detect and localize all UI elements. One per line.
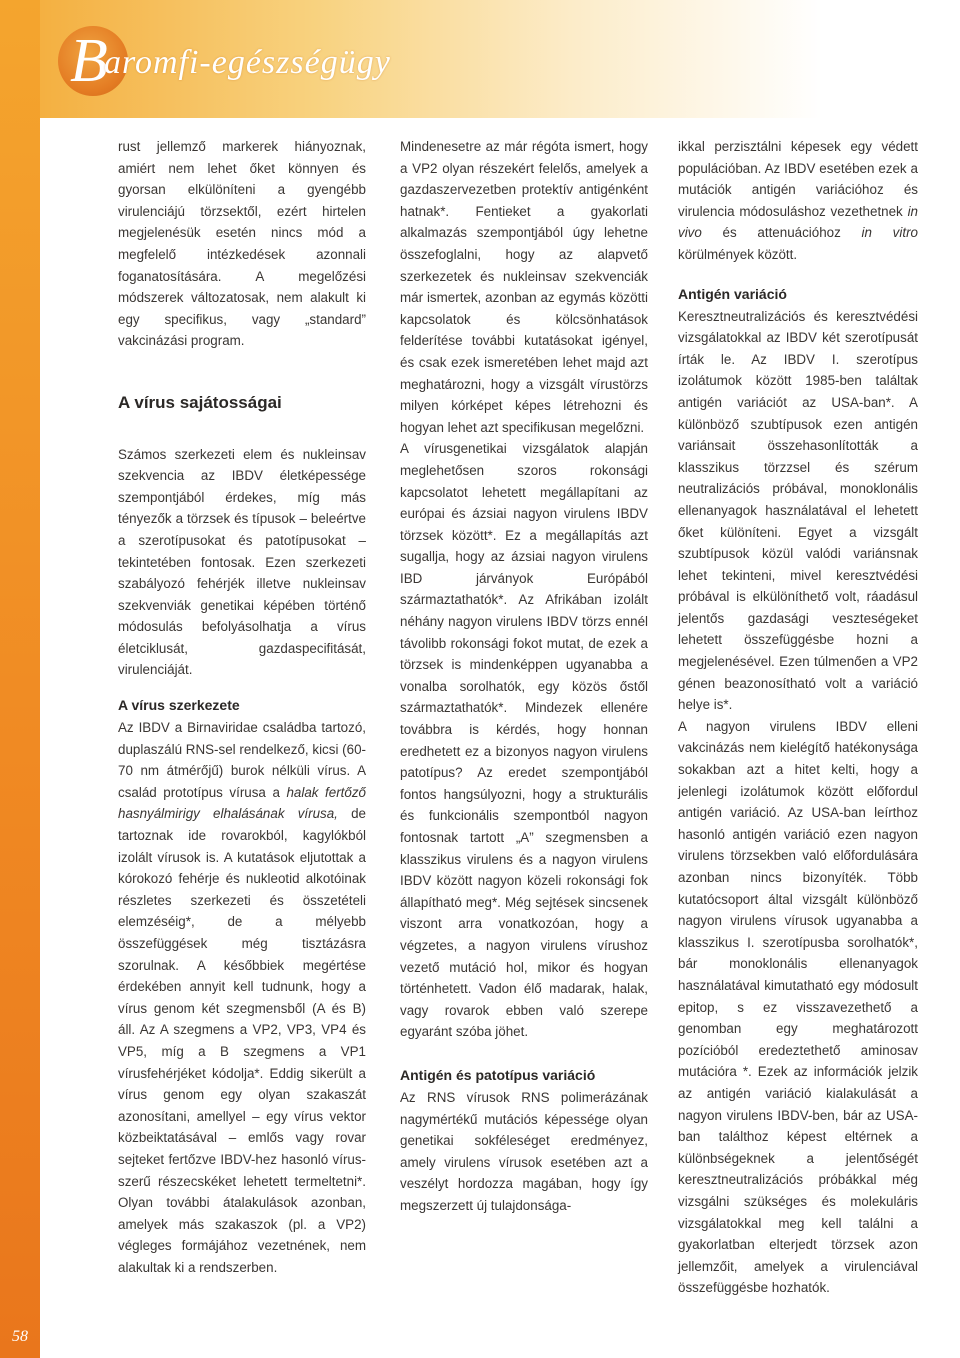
- column-3: [678, 136, 918, 1299]
- paragraph: rust jellemző markerek hiányoznak, amiért nem lehet őket könnyen és gyorsan elkülöníteni a gyengébb virulenciájú törzsektől, ezért hirtelen megjelenésük esetén nincs mód a megfelelő intézkedések azonnali foganatosítására. A megelőzési módszerek változatosak, nem alakult ki egy specifikus, vagy „standard” vakcinázási program.: [118, 139, 366, 349]
- heading-virus-szerkezete: A vírus szerkezete: [118, 697, 240, 714]
- text-run: Az IBDV a Birnaviridae családba tartozó, duplaszálú RNS-sel rendelkező, kicsi (60-70 nm átmérőjű) burok nélküli vírus. A család prototípus vírusa a: [118, 720, 366, 800]
- heading-antigen-variacio: Antigén variáció: [678, 285, 787, 302]
- page-sidebar: [0, 0, 40, 1358]
- text-run: körülmények között.: [678, 246, 798, 262]
- heading-antigen-patotipus: Antigén és patotípus variáció: [400, 1066, 596, 1083]
- paragraph: Az RNS vírusok RNS polimerázának nagymértékű mutációs képessége olyan genetikai sokféleséget eredményez, amely virulens vírusok esetében azt a veszélyt hordozza magában, hogy így megszerzett új tulajdonsága-: [400, 1089, 648, 1213]
- italic-run: in vivo: [678, 203, 918, 241]
- page-number: 58: [12, 1328, 28, 1345]
- italic-run: halak fertőző hasnyálmirigy elhalásának vírusa,: [118, 784, 366, 822]
- logo-letter: B: [70, 27, 108, 95]
- paragraph: A vírusgenetikai vizsgálatok alapján meglehetősen szoros rokonsági kapcsolatot lehetett megállapítani az európai és ázsiai nagyon virulens IBDV törzsek között*. Ez a megállapítás azt sugallja, hogy az ázsiai nagyon virulens IBD járványok Európából származtathatók*. Az Afrikában izolált néhány nagyon virulens IBDV törzs ennél távolibb rokonsági fokot mutat, de ezek a törzsek is mindenképpen ugyanabba a vonalba sorolhatók, egy közös őstől származtathatók*. Mindezek ellenére továbbra is kérdés, hogy honnan eredhetett ez a bizonyos nagyon virulens patotípus? Az eredet szempontjából fontos hangsúlyozni, hogy a strukturális és funkcionális szempontból nagyon fontosnak tartott „A” szegmensben a klasszikus virulens és a nagyon virulens IBDV között nagyon közeli rokonsági fok állapítható meg*. Még sejtések sincsenek viszont arra vonatkozóan, hogy a végzetes, a nagyon virulens vírushoz vezető mutáció hol, mikor és hogyan történhetett. Vadon élő madarak, halak, vagy rovarok ebben való szerepe egyaránt szóba jöhet.: [400, 441, 648, 1040]
- paragraph: Mindenesetre az már régóta ismert, hogy a VP2 olyan részekért felelős, amelyek a gazdaszervezetben protektív antigénként hatnak*. Fentieket a gyakorlati alkalmazás szempontjából úgy lehetne összefoglalni, hogy az alapvető szerkezetek és nukleinsav szekvenciák már ismertek, azonban az egymás közötti kapcsolatok és kölcsönhatások felderítése további kutatásokat igényel, és csak ezek ismeretében lehet majd azt meghatározni, hogy a vizsgált vírustörzs milyen kórképet képes létrehozni és hogyan lehet azt specifikusan megelőzni.: [400, 139, 648, 435]
- paragraph: A nagyon virulens IBDV elleni vakcinázás nem kielégítő hatékonysága sokakban azt a hitet kelti, hogy a jelenlegi izolátumok között előfordul antigén variáció. Az USA-ban leírthoz hasonló antigén variáció ezen nagyon virulens törzsekben való előfordulására azonban nincs bizonyíték. Több kutatócsoport által vizsgált különböző nagyon virulens vírusok ugyanabba a klasszikus I. szerotípusba sorolhatók*, bár monoklonális ellenanyagok használatával kimutatható egy módosult epitop, s ez visszavezethető a genomban egy meghatározott pozícióból eredeztethető aminosav mutációra *. Ezek az információk jelzik az antigén variáció kialakulását a nagyon virulens IBDV-ben, bár az USA-ban találthoz képest eltérnek a különbségeknek a jelentőségét keresztneutralizációs próbákkal még vizsgálni szükséges és molekuláris vizsgálatokkal meg kell találni a gyakorlatban elterjedt törzsek azon jellemzőit, amelyek a virulenciával összefüggésbe hozhatók.: [678, 718, 918, 1296]
- italic-run: in vitro: [861, 225, 918, 241]
- text-run: de tartoznak ide rovarokból, kagylókból izolált vírusok is. A kutatások eljutottak a kórokozó fehérje és nukleotid alkotóinak részletes szerkezeti és összetételi elemzéséig*, de a mélyebb összefüggések még tisztázásra szorulnak. A későbbiek megértése érdekében annyit kell tudnunk, hogy a vírus genom két szegmensből (A és B) áll. Az A szegmens a VP2, VP3, VP4 és VP5, míg a B szegmens a VP1 vírusfehérjéket kódolja*. Eddig sikerült a vírus genom egy olyan szakaszát azonosítani, amellyel – egy vírus vektor közbeiktatásával – emlős vagy rovar sejteket fertőzve IBDV-hez hasonló vírus-szerű részecskéket lehetett termeltetni*. Olyan további átalakulások azonban, amelyek más szakaszok (pl. a VP2) végleges formájához vezetnének, nem alakultak ki a rendszerben.: [118, 806, 366, 1275]
- section-title: aromfi-egészségügy: [104, 44, 391, 81]
- text-run: és attenuációhoz: [701, 225, 862, 241]
- text-run: ikkal perzisztálni képesek egy védett populációban. Az IBDV esetében ezek a mutációk antigén variációhoz és virulencia módosuláshoz vezethetnek: [678, 139, 918, 219]
- heading-virus-sajatossagai: A vírus sajátosságai: [118, 392, 282, 412]
- paragraph: [678, 136, 918, 266]
- column-1: [118, 136, 366, 1279]
- paragraph: [118, 717, 366, 1278]
- column-2: [400, 136, 648, 1217]
- paragraph: Keresztneutralizációs és keresztvédési vizsgálatokkal az IBDV két szerotípusát írták le. Az IBDV I. szerotípus izolátumok között 1985-ben találtak antigén variációt az USA-ban*. A különböző szubtípusok ezen antigén variánsait összehasonlították a klasszikus törzzsel és szérum neutralizációs próbával, monoklonális ellenanyagok használatával el lehetett őket különíteni. Egyet a vizsgált szubtípusok közül valódi variánsnak lehet tekinteni, mivel keresztvédési próbával is elkülöníthető volt, ráadásul jelentős gazdasági veszteségeket lehetett összefüggésbe hozni a megjelenésével. Ezen túlmenően a VP2 génen beazonosítható volt a variáció helye is*.: [678, 308, 918, 713]
- paragraph: Számos szerkezeti elem és nukleinsav szekvencia az IBDV életképessége szempontjából érdekes, míg más tényezők a törzsek és típusok – beleértve a szerotípusokat és patotípusokat – tekintetében fontosak. Ezen szerkezeti szabályozó fehérjék illetve nukleinsav szekvenviák genetikai képében történő módosulás befolyásolhatja a vírus életciklusát, gazdaspecifitását, virulenciáját.: [118, 446, 366, 678]
